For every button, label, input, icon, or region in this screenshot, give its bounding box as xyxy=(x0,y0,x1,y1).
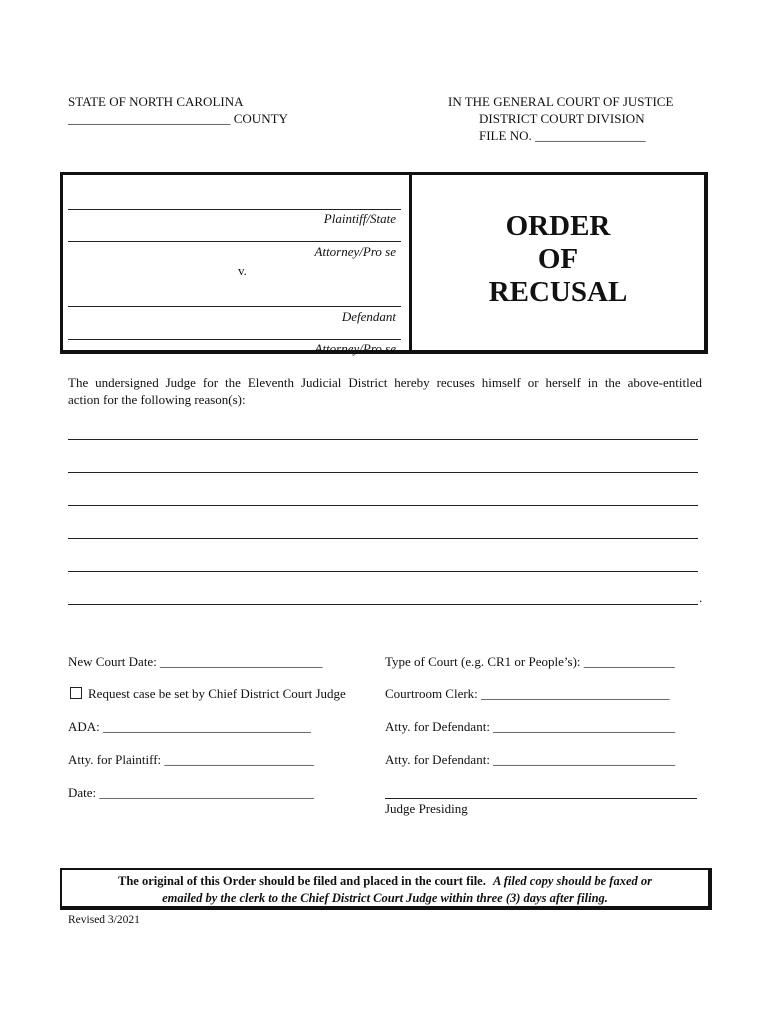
case-caption-box xyxy=(60,172,708,354)
defendant-attorney-label: Attorney/Pro se xyxy=(314,341,396,356)
file-number-field[interactable]: FILE NO. _________________ xyxy=(479,128,646,143)
revision-date: Revised 3/2021 xyxy=(68,914,140,926)
atty-defendant-field-1[interactable]: Atty. for Defendant: ____________________________ xyxy=(385,719,676,734)
recusal-statement-line2: action for the following reason(s): xyxy=(68,392,246,407)
reason-line-4[interactable] xyxy=(68,538,698,539)
date-field[interactable]: Date: _________________________________ xyxy=(68,785,314,800)
judge-signature-line[interactable] xyxy=(385,798,697,799)
atty-plaintiff-field[interactable]: Atty. for Plaintiff: _______________________ xyxy=(68,752,314,767)
reason-end-period: . xyxy=(699,590,703,605)
defendant-line[interactable] xyxy=(68,306,401,307)
plaintiff-attorney-label: Attorney/Pro se xyxy=(314,244,396,259)
title-line-order: ORDER xyxy=(505,210,611,242)
new-court-date-field[interactable]: New Court Date: _________________________ xyxy=(68,654,323,669)
reason-line-6[interactable] xyxy=(68,604,698,605)
state-heading: STATE OF NORTH CAROLINA xyxy=(68,94,244,109)
plaintiff-line[interactable] xyxy=(68,209,401,210)
courtroom-clerk-field[interactable]: Courtroom Clerk: _____________________________ xyxy=(385,686,670,701)
request-chief-judge-checkbox[interactable] xyxy=(70,687,82,699)
reason-line-3[interactable] xyxy=(68,505,698,506)
ada-field[interactable]: ADA: ________________________________ xyxy=(68,719,312,734)
defendant-attorney-line[interactable] xyxy=(68,339,401,340)
notice-text-normal: The original of this Order should be filed and placed in the court file. xyxy=(118,874,486,888)
court-heading: IN THE GENERAL COURT OF JUSTICE xyxy=(448,94,674,109)
order-title xyxy=(412,175,704,350)
title-line-recusal: RECUSAL xyxy=(488,276,628,308)
plaintiff-label: Plaintiff/State xyxy=(323,211,396,226)
versus-label: v. xyxy=(238,263,247,278)
recusal-statement-line1: The undersigned Judge for the Eleventh Judicial District hereby recuses himself or herself in the above-entitled xyxy=(68,375,702,390)
defendant-label: Defendant xyxy=(341,309,396,324)
type-of-court-field[interactable]: Type of Court (e.g. CR1 or People’s): ______________ xyxy=(385,654,675,669)
title-line-of: OF xyxy=(537,243,579,275)
filing-notice-box xyxy=(60,868,712,910)
notice-text-italic-2: emailed by the clerk to the Chief District Court Judge within three (3) days after filing. xyxy=(162,891,608,905)
reason-line-5[interactable] xyxy=(68,571,698,572)
notice-line-1 xyxy=(62,873,708,890)
reason-line-2[interactable] xyxy=(68,472,698,473)
county-field[interactable]: _________________________ COUNTY xyxy=(68,111,288,126)
reason-line-1[interactable] xyxy=(68,439,698,440)
atty-defendant-field-2[interactable]: Atty. for Defendant: ____________________________ xyxy=(385,752,676,767)
judge-presiding-label: Judge Presiding xyxy=(385,801,468,816)
request-chief-judge-label: Request case be set by Chief District Court Judge xyxy=(88,686,346,701)
division-heading: DISTRICT COURT DIVISION xyxy=(479,111,645,126)
notice-text-italic-1: A filed copy should be faxed or xyxy=(492,874,652,888)
plaintiff-attorney-line[interactable] xyxy=(68,241,401,242)
